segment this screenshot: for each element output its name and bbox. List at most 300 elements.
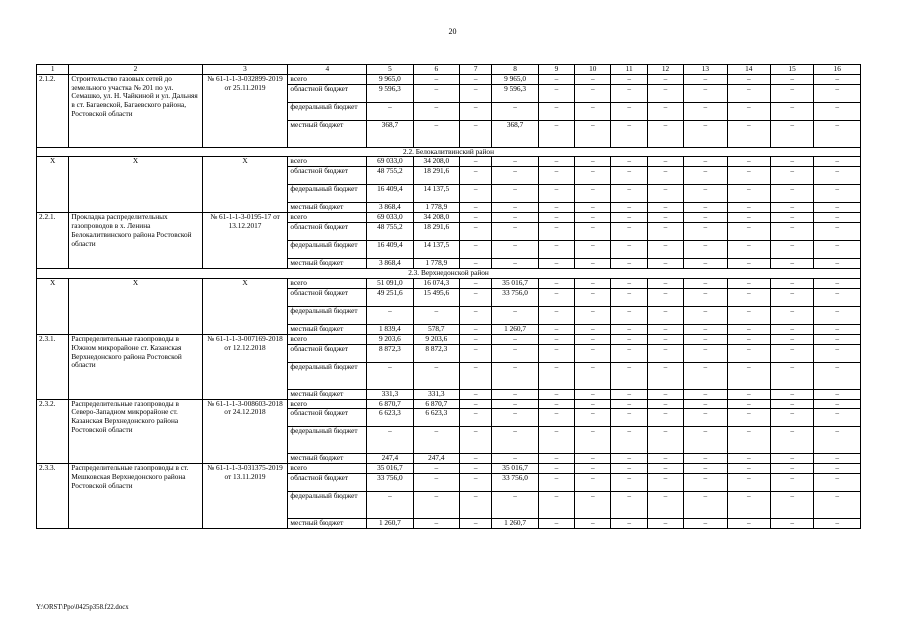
- value-cell: –: [770, 185, 813, 203]
- value-cell: 51 091,0: [367, 278, 413, 288]
- value-cell: –: [727, 223, 770, 241]
- value-cell: –: [460, 223, 492, 241]
- value-cell: –: [727, 288, 770, 306]
- value-cell: –: [611, 464, 647, 474]
- value-cell: –: [492, 259, 538, 269]
- value-cell: –: [814, 344, 861, 362]
- value-cell: –: [727, 399, 770, 409]
- section-row: [37, 147, 861, 157]
- value-cell: 1 260,7: [492, 324, 538, 334]
- value-cell: 1 778,9: [413, 259, 459, 269]
- value-cell: 6 870,7: [367, 399, 413, 409]
- funding-source: областной бюджет: [288, 167, 367, 185]
- value-cell: –: [611, 519, 647, 529]
- value-cell: –: [727, 102, 770, 120]
- value-cell: –: [770, 324, 813, 334]
- value-cell: –: [647, 288, 683, 306]
- funding-source: всего: [288, 74, 367, 84]
- value-cell: –: [814, 167, 861, 185]
- value-cell: –: [460, 241, 492, 259]
- value-cell: 8 872,3: [367, 344, 413, 362]
- value-cell: –: [367, 492, 413, 519]
- value-cell: –: [413, 84, 459, 102]
- value-cell: –: [814, 241, 861, 259]
- value-cell: –: [770, 167, 813, 185]
- value-cell: –: [611, 213, 647, 223]
- value-cell: –: [575, 278, 611, 288]
- value-cell: –: [538, 102, 574, 120]
- value-cell: –: [647, 409, 683, 427]
- value-cell: –: [538, 334, 574, 344]
- value-cell: –: [575, 288, 611, 306]
- value-cell: 15 495,6: [413, 288, 459, 306]
- value-cell: 9 596,3: [492, 84, 538, 102]
- value-cell: –: [460, 157, 492, 167]
- value-cell: –: [611, 409, 647, 427]
- value-cell: –: [460, 102, 492, 120]
- value-cell: –: [460, 203, 492, 213]
- expertise-number: X: [202, 157, 288, 213]
- value-cell: –: [684, 167, 727, 185]
- expertise-number: X: [202, 278, 288, 334]
- value-cell: –: [460, 454, 492, 464]
- value-cell: –: [460, 344, 492, 362]
- value-cell: –: [647, 427, 683, 454]
- value-cell: –: [727, 454, 770, 464]
- value-cell: –: [770, 259, 813, 269]
- value-cell: –: [575, 362, 611, 389]
- value-cell: –: [575, 167, 611, 185]
- value-cell: –: [413, 519, 459, 529]
- value-cell: –: [611, 474, 647, 492]
- footer-file-path: Y:\ORST\Ppo\0425p358.f22.docx: [36, 604, 129, 611]
- header-cell: 14: [727, 65, 770, 75]
- value-cell: –: [770, 454, 813, 464]
- value-cell: –: [575, 492, 611, 519]
- value-cell: 9 965,0: [492, 74, 538, 84]
- value-cell: –: [647, 334, 683, 344]
- value-cell: –: [727, 474, 770, 492]
- value-cell: 18 291,6: [413, 223, 459, 241]
- value-cell: 49 251,6: [367, 288, 413, 306]
- value-cell: –: [460, 306, 492, 324]
- expertise-number: № 61-1-1-3-007169-2018 от 12.12.2018: [202, 334, 288, 399]
- value-cell: –: [647, 84, 683, 102]
- value-cell: –: [727, 519, 770, 529]
- value-cell: –: [647, 185, 683, 203]
- value-cell: –: [770, 157, 813, 167]
- funding-source: федеральный бюджет: [288, 492, 367, 519]
- value-cell: –: [611, 324, 647, 334]
- value-cell: –: [814, 464, 861, 474]
- header-cell: 9: [538, 65, 574, 75]
- value-cell: 9 203,6: [367, 334, 413, 344]
- value-cell: 8 872,3: [413, 344, 459, 362]
- value-cell: –: [727, 259, 770, 269]
- value-cell: –: [413, 427, 459, 454]
- value-cell: 34 208,0: [413, 157, 459, 167]
- value-cell: –: [575, 306, 611, 324]
- value-cell: –: [538, 306, 574, 324]
- value-cell: –: [575, 157, 611, 167]
- value-cell: –: [367, 306, 413, 324]
- value-cell: –: [647, 389, 683, 399]
- value-cell: 14 137,5: [413, 241, 459, 259]
- value-cell: –: [538, 167, 574, 185]
- value-cell: –: [727, 427, 770, 454]
- table-row: [37, 213, 861, 223]
- value-cell: –: [575, 102, 611, 120]
- value-cell: –: [538, 74, 574, 84]
- value-cell: –: [770, 427, 813, 454]
- value-cell: –: [367, 362, 413, 389]
- value-cell: –: [770, 362, 813, 389]
- value-cell: –: [492, 334, 538, 344]
- funding-source: федеральный бюджет: [288, 102, 367, 120]
- value-cell: –: [684, 157, 727, 167]
- funding-source: областной бюджет: [288, 288, 367, 306]
- value-cell: 247,4: [413, 454, 459, 464]
- funding-source: всего: [288, 334, 367, 344]
- value-cell: –: [611, 120, 647, 147]
- value-cell: –: [413, 306, 459, 324]
- value-cell: –: [538, 278, 574, 288]
- value-cell: 35 016,7: [492, 464, 538, 474]
- value-cell: –: [538, 259, 574, 269]
- value-cell: –: [575, 213, 611, 223]
- value-cell: 35 016,7: [492, 278, 538, 288]
- object-name: X: [69, 157, 202, 213]
- item-number: 2.3.3.: [37, 464, 69, 529]
- table-row: [37, 278, 861, 288]
- value-cell: –: [492, 454, 538, 464]
- value-cell: –: [611, 492, 647, 519]
- value-cell: –: [814, 74, 861, 84]
- value-cell: –: [770, 492, 813, 519]
- value-cell: –: [538, 409, 574, 427]
- value-cell: –: [538, 519, 574, 529]
- value-cell: –: [814, 157, 861, 167]
- value-cell: –: [647, 344, 683, 362]
- value-cell: –: [727, 167, 770, 185]
- value-cell: –: [647, 464, 683, 474]
- header-cell: 1: [37, 65, 69, 75]
- funding-source: всего: [288, 278, 367, 288]
- value-cell: –: [413, 74, 459, 84]
- value-cell: 14 137,5: [413, 185, 459, 203]
- item-number: 2.2.1.: [37, 213, 69, 269]
- header-cell: 4: [288, 65, 367, 75]
- value-cell: –: [814, 203, 861, 213]
- value-cell: –: [460, 427, 492, 454]
- value-cell: –: [460, 213, 492, 223]
- value-cell: –: [770, 102, 813, 120]
- value-cell: –: [538, 241, 574, 259]
- value-cell: –: [727, 306, 770, 324]
- value-cell: –: [814, 454, 861, 464]
- value-cell: –: [770, 399, 813, 409]
- value-cell: –: [770, 334, 813, 344]
- header-cell: 8: [492, 65, 538, 75]
- value-cell: –: [727, 203, 770, 213]
- value-cell: –: [684, 74, 727, 84]
- value-cell: –: [727, 334, 770, 344]
- value-cell: –: [684, 278, 727, 288]
- value-cell: –: [814, 288, 861, 306]
- value-cell: –: [492, 167, 538, 185]
- table-row: [37, 157, 861, 167]
- value-cell: –: [538, 399, 574, 409]
- value-cell: 9 203,6: [413, 334, 459, 344]
- header-cell: 16: [814, 65, 861, 75]
- value-cell: –: [611, 203, 647, 213]
- header-cell: 13: [684, 65, 727, 75]
- value-cell: –: [814, 185, 861, 203]
- object-name: X: [69, 278, 202, 334]
- value-cell: –: [814, 427, 861, 454]
- item-number: 2.1.2.: [37, 74, 69, 147]
- value-cell: 247,4: [367, 454, 413, 464]
- value-cell: –: [611, 427, 647, 454]
- value-cell: –: [684, 288, 727, 306]
- value-cell: –: [538, 84, 574, 102]
- page-number: 20: [448, 27, 457, 36]
- header-cell: 15: [770, 65, 813, 75]
- value-cell: –: [611, 185, 647, 203]
- value-cell: –: [492, 389, 538, 399]
- value-cell: –: [538, 344, 574, 362]
- value-cell: –: [611, 306, 647, 324]
- value-cell: 33 756,0: [367, 474, 413, 492]
- value-cell: 368,7: [367, 120, 413, 147]
- value-cell: –: [611, 241, 647, 259]
- value-cell: –: [647, 74, 683, 84]
- value-cell: –: [575, 519, 611, 529]
- value-cell: –: [814, 362, 861, 389]
- value-cell: –: [684, 259, 727, 269]
- value-cell: –: [611, 389, 647, 399]
- value-cell: –: [770, 344, 813, 362]
- value-cell: 3 868,4: [367, 259, 413, 269]
- value-cell: –: [460, 84, 492, 102]
- value-cell: –: [492, 213, 538, 223]
- value-cell: –: [814, 492, 861, 519]
- object-name: Распределительные газопроводы в ст. Мешковская Верхнедонского района Ростовской области: [69, 464, 202, 529]
- value-cell: –: [770, 74, 813, 84]
- value-cell: –: [611, 84, 647, 102]
- value-cell: –: [460, 334, 492, 344]
- funding-source: местный бюджет: [288, 203, 367, 213]
- value-cell: –: [538, 454, 574, 464]
- value-cell: 6 870,7: [413, 399, 459, 409]
- value-cell: –: [684, 454, 727, 464]
- value-cell: –: [684, 492, 727, 519]
- value-cell: –: [647, 306, 683, 324]
- funding-source: всего: [288, 464, 367, 474]
- table-row: [37, 399, 861, 409]
- value-cell: –: [684, 84, 727, 102]
- value-cell: –: [575, 185, 611, 203]
- value-cell: –: [770, 241, 813, 259]
- value-cell: –: [647, 167, 683, 185]
- value-cell: –: [575, 464, 611, 474]
- header-cell: 3: [202, 65, 288, 75]
- value-cell: 35 016,7: [367, 464, 413, 474]
- value-cell: –: [770, 278, 813, 288]
- value-cell: –: [575, 120, 611, 147]
- value-cell: 331,3: [367, 389, 413, 399]
- funding-source: федеральный бюджет: [288, 427, 367, 454]
- value-cell: –: [492, 241, 538, 259]
- value-cell: –: [770, 409, 813, 427]
- value-cell: 1 839,4: [367, 324, 413, 334]
- header-cell: 11: [611, 65, 647, 75]
- value-cell: –: [684, 241, 727, 259]
- value-cell: –: [770, 288, 813, 306]
- value-cell: 1 778,9: [413, 203, 459, 213]
- value-cell: –: [538, 324, 574, 334]
- object-name: Строительство газовых сетей до земельного участка № 201 по ул. Семашко, ул. Н. Чайкиной и ул. Дальняя в ст. Багаевской, Багаевского района, Ростовской области: [69, 74, 202, 147]
- funding-source: областной бюджет: [288, 223, 367, 241]
- value-cell: –: [367, 427, 413, 454]
- value-cell: –: [492, 399, 538, 409]
- value-cell: –: [538, 464, 574, 474]
- value-cell: –: [814, 278, 861, 288]
- expertise-number: № 61-1-1-3-031375-2019 от 13.11.2019: [202, 464, 288, 529]
- value-cell: 48 755,2: [367, 223, 413, 241]
- value-cell: –: [492, 203, 538, 213]
- value-cell: –: [727, 157, 770, 167]
- value-cell: –: [684, 203, 727, 213]
- value-cell: –: [647, 241, 683, 259]
- value-cell: –: [727, 389, 770, 399]
- value-cell: –: [538, 362, 574, 389]
- value-cell: –: [684, 306, 727, 324]
- object-name: Распределительные газопроводы в Северо-Западном микрорайоне ст. Казанская Верхнедонского района Ростовской области: [69, 399, 202, 464]
- value-cell: –: [460, 74, 492, 84]
- value-cell: –: [684, 334, 727, 344]
- value-cell: –: [575, 223, 611, 241]
- value-cell: –: [814, 84, 861, 102]
- value-cell: –: [492, 362, 538, 389]
- object-name: Прокладка распределительных газопроводов в х. Ленина Белокалитвинского района Ростовской области: [69, 213, 202, 269]
- value-cell: –: [611, 167, 647, 185]
- value-cell: –: [647, 492, 683, 519]
- value-cell: –: [538, 427, 574, 454]
- value-cell: –: [575, 409, 611, 427]
- value-cell: –: [727, 492, 770, 519]
- value-cell: –: [492, 427, 538, 454]
- value-cell: –: [647, 223, 683, 241]
- object-name: Распределительные газопроводы в Южном микрорайоне ст. Казанская Верхнедонского района Ростовской области: [69, 334, 202, 399]
- value-cell: –: [492, 492, 538, 519]
- value-cell: 69 033,0: [367, 213, 413, 223]
- value-cell: –: [413, 362, 459, 389]
- value-cell: –: [647, 102, 683, 120]
- value-cell: 1 260,7: [367, 519, 413, 529]
- section-heading: 2.2. Белокалитвинский район: [37, 147, 861, 157]
- header-cell: 5: [367, 65, 413, 75]
- value-cell: 18 291,6: [413, 167, 459, 185]
- value-cell: –: [727, 241, 770, 259]
- value-cell: –: [492, 185, 538, 203]
- value-cell: –: [647, 259, 683, 269]
- funding-source: федеральный бюджет: [288, 241, 367, 259]
- value-cell: –: [727, 464, 770, 474]
- expertise-number: № 61-1-1-3-032899-2019 от 25.11.2019: [202, 74, 288, 147]
- table-row: [37, 334, 861, 344]
- value-cell: –: [413, 120, 459, 147]
- value-cell: –: [684, 409, 727, 427]
- table-row: [37, 464, 861, 474]
- value-cell: –: [538, 474, 574, 492]
- value-cell: –: [611, 223, 647, 241]
- funding-source: местный бюджет: [288, 120, 367, 147]
- value-cell: –: [814, 474, 861, 492]
- value-cell: –: [611, 259, 647, 269]
- value-cell: –: [647, 278, 683, 288]
- value-cell: –: [492, 344, 538, 362]
- value-cell: –: [538, 120, 574, 147]
- value-cell: –: [460, 278, 492, 288]
- value-cell: –: [575, 474, 611, 492]
- value-cell: –: [814, 306, 861, 324]
- value-cell: –: [575, 389, 611, 399]
- value-cell: –: [770, 474, 813, 492]
- value-cell: –: [647, 120, 683, 147]
- value-cell: –: [727, 213, 770, 223]
- value-cell: –: [647, 213, 683, 223]
- value-cell: –: [460, 519, 492, 529]
- header-row: [37, 65, 861, 75]
- value-cell: 6 623,3: [367, 409, 413, 427]
- value-cell: –: [727, 409, 770, 427]
- value-cell: –: [814, 259, 861, 269]
- value-cell: –: [770, 464, 813, 474]
- value-cell: –: [611, 344, 647, 362]
- value-cell: –: [814, 120, 861, 147]
- value-cell: 331,3: [413, 389, 459, 399]
- header-cell: 6: [413, 65, 459, 75]
- value-cell: –: [770, 223, 813, 241]
- value-cell: –: [611, 454, 647, 464]
- value-cell: –: [575, 334, 611, 344]
- value-cell: –: [647, 519, 683, 529]
- section-row: [37, 269, 861, 279]
- value-cell: –: [460, 259, 492, 269]
- funding-source: местный бюджет: [288, 519, 367, 529]
- value-cell: –: [814, 334, 861, 344]
- value-cell: 9 596,3: [367, 84, 413, 102]
- value-cell: –: [460, 185, 492, 203]
- value-cell: –: [575, 84, 611, 102]
- item-number: X: [37, 157, 69, 213]
- value-cell: –: [770, 203, 813, 213]
- value-cell: –: [611, 362, 647, 389]
- value-cell: –: [727, 74, 770, 84]
- value-cell: 16 074,3: [413, 278, 459, 288]
- value-cell: 33 756,0: [492, 474, 538, 492]
- value-cell: –: [611, 102, 647, 120]
- value-cell: 48 755,2: [367, 167, 413, 185]
- value-cell: –: [538, 213, 574, 223]
- value-cell: –: [814, 213, 861, 223]
- funding-source: местный бюджет: [288, 454, 367, 464]
- funding-source: местный бюджет: [288, 324, 367, 334]
- value-cell: –: [647, 454, 683, 464]
- funding-source: областной бюджет: [288, 409, 367, 427]
- value-cell: –: [575, 74, 611, 84]
